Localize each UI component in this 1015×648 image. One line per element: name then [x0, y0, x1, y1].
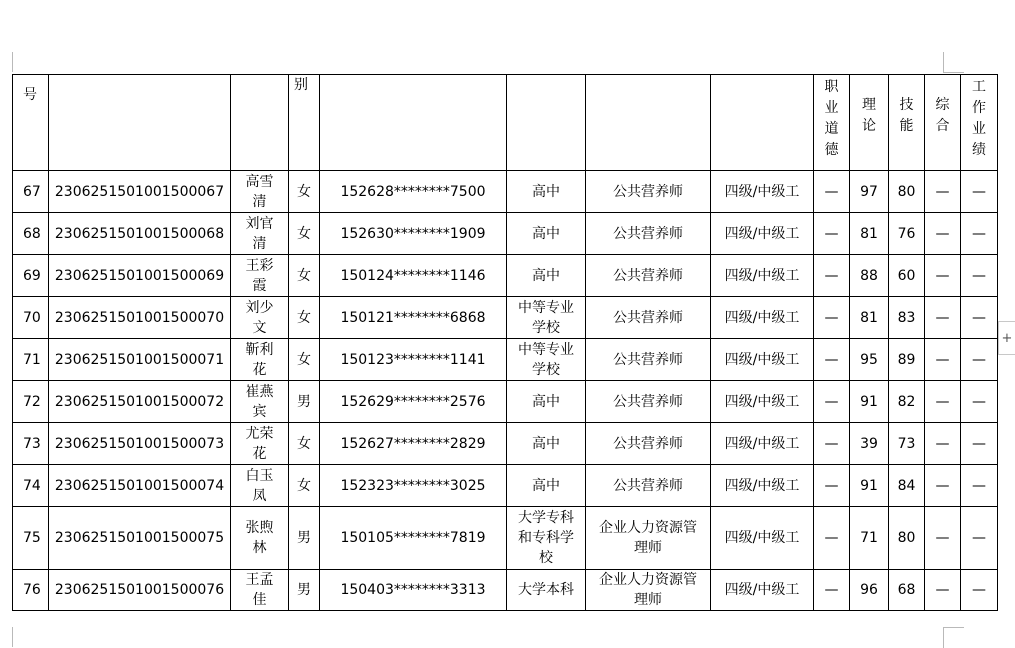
cell-overall: — — [925, 213, 961, 255]
cell-performance: — — [961, 465, 998, 507]
cell-sex: 男 — [289, 507, 320, 570]
header-ticket — [49, 75, 231, 171]
cell-ethics: — — [814, 570, 850, 611]
cell-job: 公共营养师 — [586, 213, 711, 255]
cell-name: 尤荣花 — [231, 423, 289, 465]
cell-ticket: 2306251501001500069 — [49, 255, 231, 297]
cell-sex: 女 — [289, 465, 320, 507]
cell-sex: 男 — [289, 570, 320, 611]
cell-overall: — — [925, 423, 961, 465]
cell-ticket: 2306251501001500075 — [49, 507, 231, 570]
header-ethics: 职业道德 — [814, 75, 850, 171]
table-row — [13, 213, 998, 255]
cell-ethics: — — [814, 507, 850, 570]
cell-job: 企业人力资源管理师 — [586, 507, 711, 570]
header-no: 号 — [13, 75, 49, 171]
cell-name: 白玉凤 — [231, 465, 289, 507]
cell-id: 150121********6868 — [320, 297, 507, 339]
cell-level: 四级/中级工 — [711, 507, 814, 570]
cell-theory: 39 — [850, 423, 889, 465]
header-overall: 综合 — [925, 75, 961, 171]
cell-name: 王孟佳 — [231, 570, 289, 611]
table-row — [13, 255, 998, 297]
table-row — [13, 570, 998, 611]
cell-name: 刘少文 — [231, 297, 289, 339]
header-theory: 理论 — [850, 75, 889, 171]
cell-id: 150403********3313 — [320, 570, 507, 611]
cell-id: 150123********1141 — [320, 339, 507, 381]
header-skill: 技能 — [889, 75, 925, 171]
cell-edu: 中等专业学校 — [507, 339, 586, 381]
crop-mark-top-right — [943, 52, 964, 73]
cell-name: 张煦林 — [231, 507, 289, 570]
cell-edu: 大学专科和专科学校 — [507, 507, 586, 570]
crop-mark-top-left — [0, 52, 13, 72]
cell-level: 四级/中级工 — [711, 213, 814, 255]
cell-theory: 96 — [850, 570, 889, 611]
cell-theory: 95 — [850, 339, 889, 381]
table-row — [13, 381, 998, 423]
cell-overall: — — [925, 171, 961, 213]
header-edu — [507, 75, 586, 171]
cell-level: 四级/中级工 — [711, 423, 814, 465]
cell-sex: 女 — [289, 339, 320, 381]
cell-no: 72 — [13, 381, 49, 423]
cell-no: 71 — [13, 339, 49, 381]
cell-id: 152628********7500 — [320, 171, 507, 213]
cell-edu: 高中 — [507, 423, 586, 465]
cell-ticket: 2306251501001500071 — [49, 339, 231, 381]
cell-job: 公共营养师 — [586, 381, 711, 423]
cell-job: 公共营养师 — [586, 297, 711, 339]
cell-sex: 女 — [289, 255, 320, 297]
cell-edu: 高中 — [507, 255, 586, 297]
cell-job: 公共营养师 — [586, 339, 711, 381]
cell-id: 152629********2576 — [320, 381, 507, 423]
cell-level: 四级/中级工 — [711, 381, 814, 423]
cell-performance: — — [961, 213, 998, 255]
crop-mark-bottom-right — [943, 627, 964, 648]
plus-icon: + — [1001, 330, 1013, 346]
cell-name: 高雪清 — [231, 171, 289, 213]
header-id — [320, 75, 507, 171]
header-name — [231, 75, 289, 171]
cell-no: 73 — [13, 423, 49, 465]
cell-ticket: 2306251501001500076 — [49, 570, 231, 611]
cell-no: 76 — [13, 570, 49, 611]
cell-ticket: 2306251501001500068 — [49, 213, 231, 255]
cell-no: 69 — [13, 255, 49, 297]
cell-skill: 76 — [889, 213, 925, 255]
cell-level: 四级/中级工 — [711, 570, 814, 611]
cell-overall: — — [925, 507, 961, 570]
cell-ethics: — — [814, 171, 850, 213]
table-row — [13, 465, 998, 507]
cell-level: 四级/中级工 — [711, 297, 814, 339]
cell-ethics: — — [814, 423, 850, 465]
cell-name: 靳利花 — [231, 339, 289, 381]
cell-skill: 80 — [889, 171, 925, 213]
cell-id: 150124********1146 — [320, 255, 507, 297]
cell-theory: 81 — [850, 297, 889, 339]
cell-no: 67 — [13, 171, 49, 213]
cell-ethics: — — [814, 381, 850, 423]
cell-sex: 男 — [289, 381, 320, 423]
cell-overall: — — [925, 381, 961, 423]
cell-edu: 中等专业学校 — [507, 297, 586, 339]
cell-theory: 91 — [850, 465, 889, 507]
table-row — [13, 339, 998, 381]
cell-name: 崔燕宾 — [231, 381, 289, 423]
table-row — [13, 171, 998, 213]
cell-job: 公共营养师 — [586, 255, 711, 297]
cell-overall: — — [925, 255, 961, 297]
cell-edu: 高中 — [507, 465, 586, 507]
cell-name: 刘官清 — [231, 213, 289, 255]
table-row — [13, 507, 998, 570]
cell-no: 74 — [13, 465, 49, 507]
table-header-row — [13, 75, 998, 171]
cell-name: 王彩霞 — [231, 255, 289, 297]
cell-skill: 60 — [889, 255, 925, 297]
cell-ticket: 2306251501001500070 — [49, 297, 231, 339]
cell-overall: — — [925, 297, 961, 339]
cell-no: 75 — [13, 507, 49, 570]
cell-job: 公共营养师 — [586, 465, 711, 507]
cell-id: 150105********7819 — [320, 507, 507, 570]
cell-overall: — — [925, 339, 961, 381]
cell-no: 70 — [13, 297, 49, 339]
cell-theory: 97 — [850, 171, 889, 213]
cell-overall: — — [925, 570, 961, 611]
cell-performance: — — [961, 297, 998, 339]
cell-edu: 高中 — [507, 381, 586, 423]
cell-edu: 高中 — [507, 171, 586, 213]
cell-performance: — — [961, 339, 998, 381]
cell-ticket: 2306251501001500067 — [49, 171, 231, 213]
cell-theory: 71 — [850, 507, 889, 570]
header-level — [711, 75, 814, 171]
cell-skill: 68 — [889, 570, 925, 611]
cell-ethics: — — [814, 339, 850, 381]
cell-performance: — — [961, 255, 998, 297]
cell-id: 152627********2829 — [320, 423, 507, 465]
cell-sex: 女 — [289, 297, 320, 339]
cell-sex: 女 — [289, 171, 320, 213]
cell-ticket: 2306251501001500072 — [49, 381, 231, 423]
cell-job: 公共营养师 — [586, 423, 711, 465]
cell-performance: — — [961, 423, 998, 465]
cell-ethics: — — [814, 213, 850, 255]
cell-edu: 高中 — [507, 213, 586, 255]
cell-overall: — — [925, 465, 961, 507]
cell-no: 68 — [13, 213, 49, 255]
cell-skill: 89 — [889, 339, 925, 381]
cell-theory: 88 — [850, 255, 889, 297]
cell-level: 四级/中级工 — [711, 465, 814, 507]
cell-job: 企业人力资源管理师 — [586, 570, 711, 611]
cell-performance: — — [961, 171, 998, 213]
cell-id: 152323********3025 — [320, 465, 507, 507]
cell-performance: — — [961, 381, 998, 423]
table-row — [13, 297, 998, 339]
cell-skill: 83 — [889, 297, 925, 339]
cell-theory: 91 — [850, 381, 889, 423]
header-sex: 别 — [289, 75, 320, 171]
cell-ethics: — — [814, 465, 850, 507]
cell-performance: — — [961, 570, 998, 611]
cell-job: 公共营养师 — [586, 171, 711, 213]
cell-level: 四级/中级工 — [711, 171, 814, 213]
crop-mark-bottom-left — [0, 627, 13, 647]
cell-ticket: 2306251501001500074 — [49, 465, 231, 507]
cell-skill: 80 — [889, 507, 925, 570]
cell-edu: 大学本科 — [507, 570, 586, 611]
cell-skill: 73 — [889, 423, 925, 465]
cell-ethics: — — [814, 255, 850, 297]
cell-performance: — — [961, 507, 998, 570]
cell-ticket: 2306251501001500073 — [49, 423, 231, 465]
cell-sex: 女 — [289, 213, 320, 255]
cell-skill: 82 — [889, 381, 925, 423]
cell-level: 四级/中级工 — [711, 339, 814, 381]
cell-skill: 84 — [889, 465, 925, 507]
cell-ethics: — — [814, 297, 850, 339]
table-row — [13, 423, 998, 465]
add-column-handle[interactable] — [998, 321, 1015, 355]
cell-theory: 81 — [850, 213, 889, 255]
cell-sex: 女 — [289, 423, 320, 465]
results-table — [12, 74, 998, 611]
cell-id: 152630********1909 — [320, 213, 507, 255]
cell-level: 四级/中级工 — [711, 255, 814, 297]
header-performance: 工作业绩 — [961, 75, 998, 171]
header-job — [586, 75, 711, 171]
